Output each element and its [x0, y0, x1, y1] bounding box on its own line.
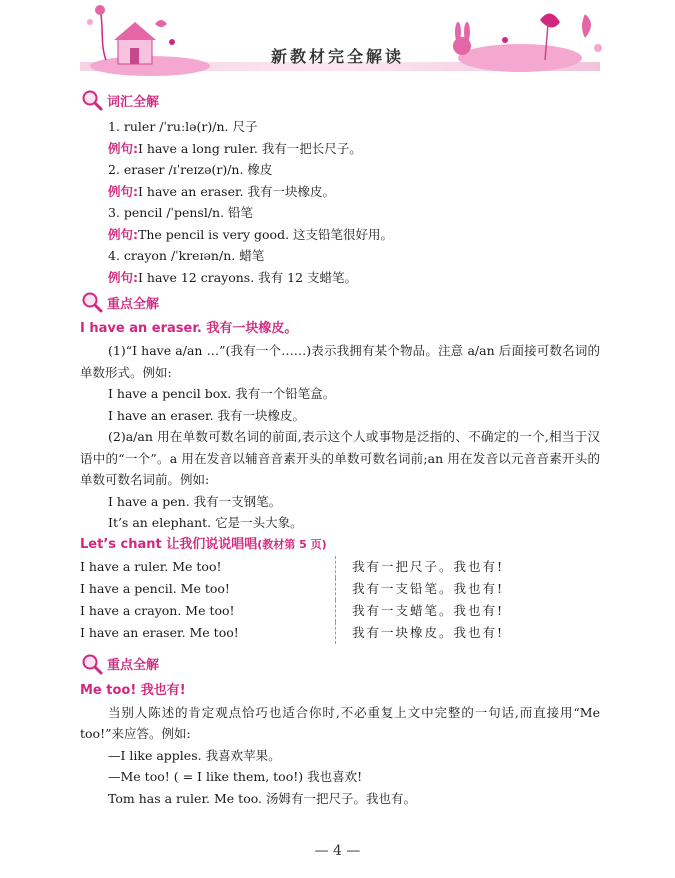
- vocab-example-3: [80, 224, 600, 246]
- example-label: 例句:: [108, 269, 138, 285]
- header-title: 新教材完全解读: [270, 47, 404, 66]
- example-text: The pencil is very good. 这支铅笔很好用。: [138, 226, 394, 242]
- chant-english: I have a ruler. Me too!: [80, 558, 222, 574]
- key-point-example: It’s an elephant. 它是一头大象。: [108, 515, 303, 530]
- page-number: — 4 —: [314, 843, 361, 859]
- key-point-example: I have a pencil box. 我有一个铅笔盒。: [108, 386, 336, 401]
- key-section-title: 重点全解: [107, 296, 160, 312]
- key-point-example: I have a pen. 我有一支钢笔。: [108, 493, 282, 509]
- key-section-heading: [80, 652, 600, 676]
- chant-chinese: 我有一把尺子。我也有!: [335, 556, 504, 578]
- example-text: I have a long ruler. 我有一把长尺子。: [138, 140, 362, 156]
- vocab-word-3: 3. pencil /ˈpensl/n. 铅笔: [108, 205, 254, 220]
- chant-chinese: 我有一支蜡笔。我也有!: [335, 600, 504, 622]
- example-text: I have 12 crayons. 我有 12 支蜡笔。: [138, 269, 358, 285]
- key-point-example: I have an eraser. 我有一块橡皮。: [108, 407, 306, 423]
- key-point-paragraph: 当别人陈述的肯定观点恰巧也适合你时,不必重复上文中完整的一句话,而直接用“Me too!”来应答。例如:: [80, 704, 600, 741]
- vocab-word-4: 4. crayon /ˈkreɪən/n. 蜡笔: [108, 248, 265, 263]
- key-point-title: I have an eraser. 我有一块橡皮。: [80, 321, 298, 336]
- magnifier-icon: [80, 88, 104, 112]
- key-section-title: 重点全解: [107, 658, 160, 673]
- vocab-word-1: 1. ruler /ˈruːlə(r)/n. 尺子: [108, 119, 258, 134]
- chant-english: I have a pencil. Me too!: [80, 580, 230, 596]
- chant-line: [80, 622, 600, 644]
- key-point-title: Me too! 我也有!: [80, 682, 186, 698]
- chant-source: (教材第 5 页): [257, 537, 327, 551]
- key-point-example: —Me too! ( = I like them, too!) 我也喜欢!: [108, 769, 363, 784]
- key-point-paragraph: (2)a/an 用在单数可数名词的前面,表示这个人或事物是泛指的、不确定的一个,相当于汉语中的“一个”。a 用在发音以辅音音素开头的单数可数名词前;an 用在发音以元音音素开头的单数可数名词前。例如:: [80, 429, 600, 487]
- chant-title: [80, 534, 600, 556]
- chant-line: [80, 578, 600, 600]
- vocab-example-1: [80, 138, 600, 160]
- chant-english: I have an eraser. Me too!: [80, 624, 239, 640]
- chant-title-text: Let’s chant 让我们说说唱唱: [80, 536, 258, 552]
- example-label: 例句:: [108, 183, 138, 199]
- page-header: [0, 0, 675, 82]
- chant-line: [80, 556, 600, 578]
- example-label: 例句:: [108, 140, 138, 156]
- key-point-paragraph: (1)“I have a/an …”(我有一个……)表示我拥有某个物品。注意 a/an 后面接可数名词的单数形式。例如:: [80, 343, 600, 380]
- vocab-section-title: 词汇全解: [107, 94, 160, 110]
- vocab-section-heading: [80, 88, 600, 112]
- chant-line: [80, 600, 600, 622]
- chant-chinese: 我有一块橡皮。我也有!: [335, 622, 504, 644]
- example-text: I have an eraser. 我有一块橡皮。: [138, 183, 336, 199]
- vocab-example-4: [80, 267, 600, 289]
- key-point-example: —I like apples. 我喜欢苹果。: [108, 747, 281, 763]
- header-decoration: [0, 0, 675, 82]
- page-content: [80, 86, 600, 809]
- chant-chinese: 我有一支铅笔。我也有!: [335, 578, 504, 600]
- key-point-example: Tom has a ruler. Me too. 汤姆有一把尺子。我也有。: [108, 790, 416, 806]
- example-label: 例句:: [108, 226, 138, 242]
- magnifier-icon: [80, 290, 104, 314]
- chant-english: I have a crayon. Me too!: [80, 602, 235, 618]
- magnifier-icon: [80, 652, 104, 676]
- vocab-example-2: [80, 181, 600, 203]
- vocab-word-2: 2. eraser /ɪˈreɪzə(r)/n. 橡皮: [108, 162, 273, 177]
- key-section-heading: [80, 290, 600, 314]
